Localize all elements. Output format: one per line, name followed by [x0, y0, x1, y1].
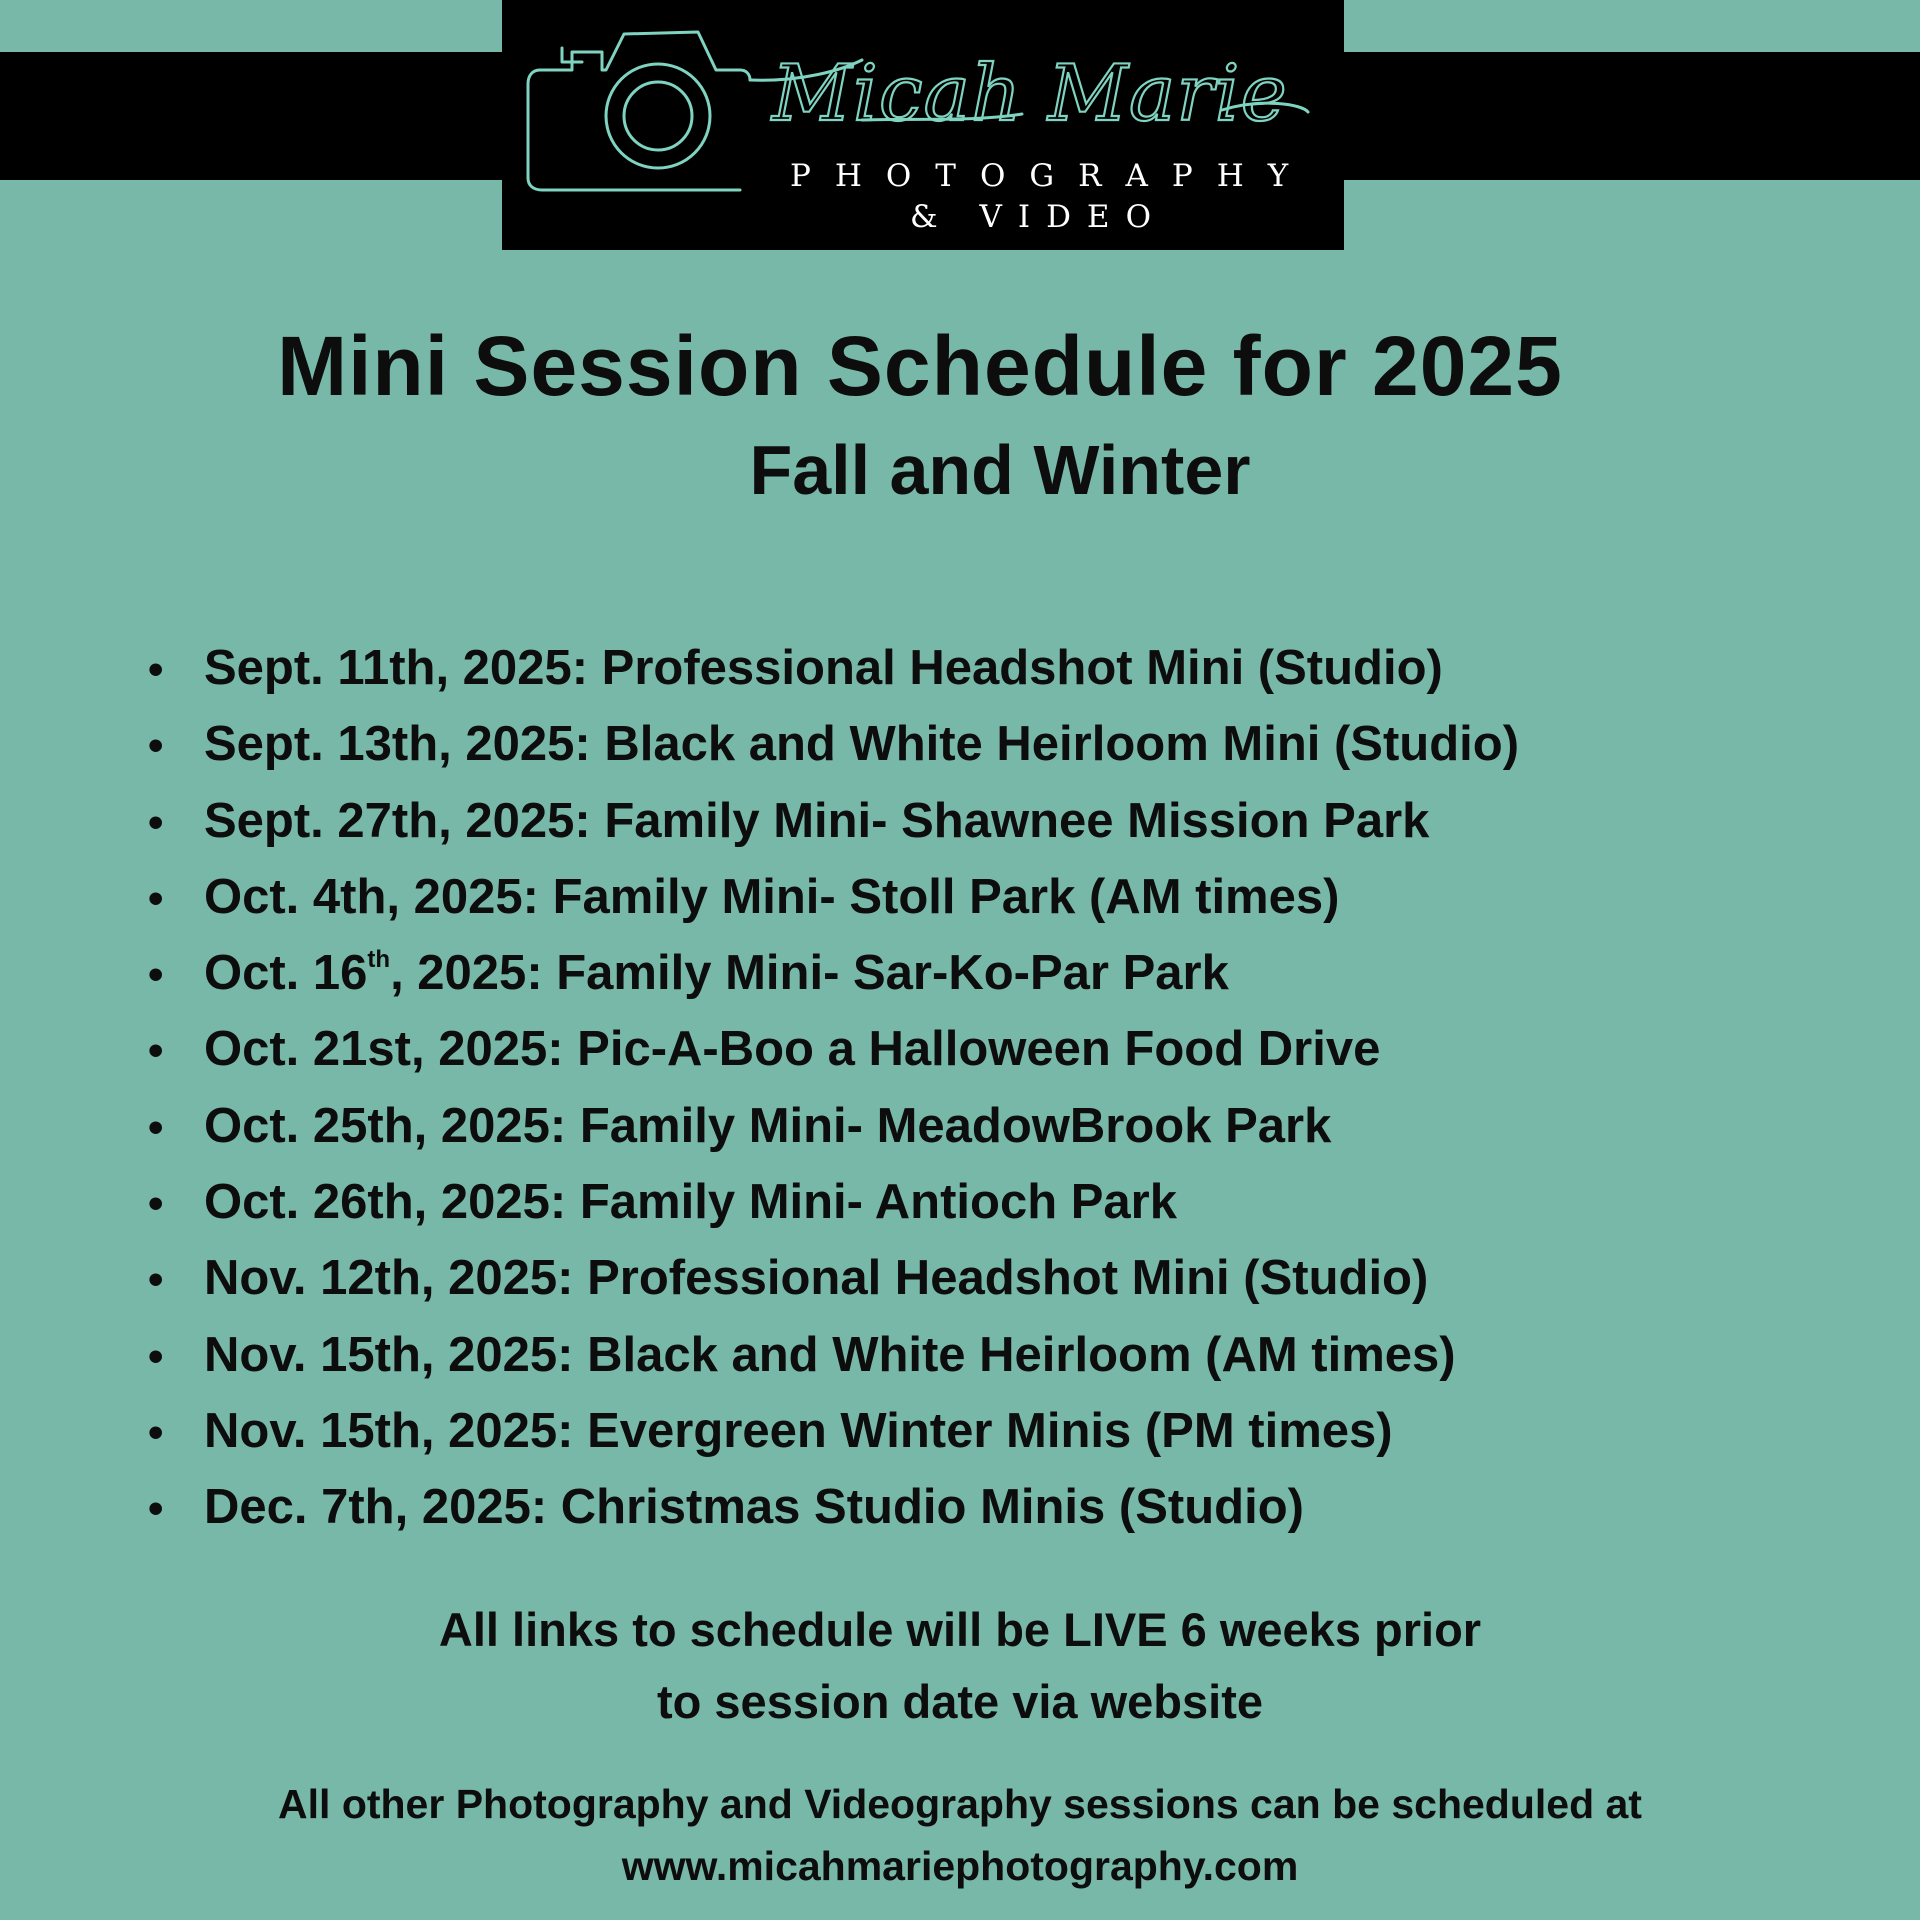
page-subtitle: Fall and Winter [749, 431, 1251, 509]
bullet-icon: • [148, 645, 164, 694]
list-item: • Oct. 26th, 2025: Family Mini- Antioch Park [148, 1164, 1908, 1240]
list-item: • Oct. 21st, 2025: Pic-A-Boo a Halloween Food Drive [148, 1011, 1908, 1087]
session-event: Evergreen Winter Minis (PM times) [587, 1403, 1393, 1458]
session-date: Sept. 13th, 2025 [204, 717, 575, 772]
page-title: Mini Session Schedule for 2025 [277, 319, 1563, 413]
schedule-list [148, 630, 1908, 1546]
date-suffix: th [367, 946, 391, 974]
session-date: Oct. 26th, 2025 [204, 1175, 550, 1230]
list-item: • Oct. 4th, 2025: Family Mini- Stoll Park (AM times) [148, 859, 1908, 935]
bullet-icon: • [148, 1102, 164, 1152]
bullet-icon: • [148, 873, 164, 923]
list-item: • Sept. 27th, 2025: Family Mini- Shawnee Mission Park [148, 783, 1908, 859]
session-date-end: , 2025 [390, 946, 527, 1001]
other-sessions-note [0, 1773, 1920, 1897]
session-date: Oct. 4th, 2025 [204, 869, 523, 924]
session-date: Nov. 12th, 2025 [204, 1251, 558, 1306]
session-event: Family Mini- Shawnee Mission Park [604, 793, 1430, 848]
session-event: Professional Headshot Mini (Studio) [587, 1251, 1429, 1306]
bullet-icon: • [148, 1255, 164, 1305]
brand-subtitle-video: & VIDEO [910, 199, 1167, 235]
bullet-icon: • [148, 721, 164, 771]
booking-note-line2: to session date via website [657, 1675, 1263, 1728]
session-event: Family Mini- Sar-Ko-Par Park [556, 946, 1229, 1001]
booking-note-line1: All links to schedule will be LIVE 6 weeks prior [438, 1603, 1482, 1656]
brand-script-name: Micah Marie [772, 49, 1288, 139]
list-item: • Nov. 12th, 2025: Professional Headshot Mini (Studio) [148, 1240, 1908, 1316]
session-event: Christmas Studio Minis (Studio) [560, 1480, 1304, 1535]
bullet-icon: • [148, 1179, 164, 1229]
session-date: Oct. 25th, 2025 [204, 1098, 550, 1153]
list-item: • Nov. 15th, 2025: Black and White Heirloom (AM times) [148, 1317, 1908, 1393]
bullet-icon: • [148, 797, 164, 847]
session-event: Black and White Heirloom Mini (Studio) [604, 717, 1520, 772]
session-date: Nov. 15th, 2025 [204, 1327, 558, 1382]
list-item: • Nov. 15th, 2025: Evergreen Winter Minis (PM times) [148, 1393, 1908, 1469]
session-date: Oct. 21st, 2025 [204, 1022, 548, 1077]
bullet-icon: • [148, 950, 164, 1000]
list-item: • Dec. 7th, 2025: Christmas Studio Minis (Studio) [148, 1469, 1908, 1545]
session-event: Family Mini- MeadowBrook Park [579, 1098, 1332, 1153]
list-item: • Sept. 11th, 2025: Professional Headshot Mini (Studio) [148, 630, 1908, 706]
list-item: • Sept. 13th, 2025: Black and White Heirloom Mini (Studio) [148, 706, 1908, 782]
bullet-icon: • [148, 1484, 164, 1534]
bullet-icon: • [148, 1331, 164, 1381]
bullet-icon: • [148, 1026, 164, 1076]
brand-subtitle-photography: PHOTOGRAPHY [790, 158, 1313, 194]
session-date: Oct. 16 [204, 946, 368, 1001]
session-event: Pic-A-Boo a Halloween Food Drive [577, 1022, 1381, 1077]
session-date: Sept. 11th, 2025 [204, 641, 572, 695]
session-date: Sept. 27th, 2025 [204, 793, 575, 848]
other-sessions-text: All other Photography and Videography sessions can be scheduled at [278, 1781, 1642, 1827]
website-link[interactable]: www.micahmariephotography.com [621, 1843, 1299, 1889]
session-event: Professional Headshot Mini (Studio) [601, 641, 1443, 695]
session-date: Dec. 7th, 2025 [204, 1480, 531, 1535]
bullet-icon: • [148, 1407, 164, 1457]
session-event: Family Mini- Stoll Park (AM times) [552, 869, 1340, 924]
list-item: • Oct. 16th, 2025: Family Mini- Sar-Ko-Par Park [148, 935, 1908, 1011]
booking-note [0, 1594, 1920, 1738]
session-event: Family Mini- Antioch Park [579, 1175, 1178, 1230]
session-event: Black and White Heirloom (AM times) [587, 1327, 1456, 1382]
list-item: • Oct. 25th, 2025: Family Mini- MeadowBrook Park [148, 1088, 1908, 1164]
session-date: Nov. 15th, 2025 [204, 1403, 558, 1458]
